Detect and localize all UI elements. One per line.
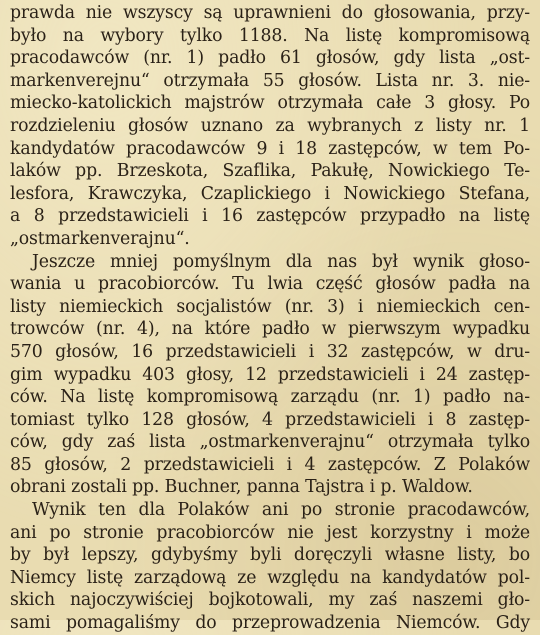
text-line: lesfora, Krawczyka, Czaplickiego i Nowickiego Stefana, (10, 183, 530, 204)
text-line: obrani zostali pp. Buchner, panna Tajstra i p. Waldow. (10, 477, 473, 498)
text-line: pracodawców (nr. 1) padło 61 głosów, gdy lista „ost- (10, 48, 530, 69)
text-line: wania u pracobiorców. Tu lwia część głosów padła na (10, 274, 530, 295)
text-line: rozdzieleniu głosów uznano za wybranych z listy nr. 1 (10, 115, 530, 136)
text-line: Wynik ten dla Polaków ani po stronie pracodawców, (32, 500, 530, 521)
text-line: gim wypadku 403 głosy, 12 przedstawicieli i 24 zastęp- (10, 364, 530, 385)
text-line: kandydatów pracodawców 9 i 18 zastępców, w tem Po- (10, 138, 530, 159)
paragraph-election-employers (10, 2, 530, 251)
text-line: Jeszcze mniej pomyślnym dla nas był wynik głoso- (32, 251, 530, 272)
text-line: było na wybory tylko 1188. Na listę kompromisową (10, 25, 530, 46)
text-line: „ostmarkenverajnu“. (10, 228, 190, 249)
text-line: miecko-katolickich majstrów otrzymała całe 3 głosy. Po (10, 93, 530, 114)
text-line: listy niemieckich socjalistów (nr. 3) i niemieckich cen- (10, 296, 530, 317)
text-line: Niemcy listę zarządową ze względu na kandydatów pol- (10, 567, 530, 588)
text-line: sami pomagaliśmy do przeprowadzenia Niemców. Gdy (10, 613, 530, 634)
text-line: a 8 przedstawicieli i 16 zastępców przypadło na listę (10, 206, 530, 227)
text-line: ców, gdy zaś lista „ostmarkenverajnu“ otrzymała tylko (10, 432, 530, 453)
text-line: by był lepszy, gdybyśmy byli doręczyli własne listy, bo (10, 545, 530, 566)
text-line: markenverejnu“ otrzymała 55 głosów. Lista nr. 3. nie- (10, 70, 530, 91)
paragraph-election-employees (10, 251, 530, 500)
text-line: 85 głosów, 2 przedstawicieli i 4 zastępców. Z Polaków (10, 454, 530, 475)
text-line: trowców (nr. 4), na które padło w pierwszym wypadku (10, 319, 530, 340)
text-line: skich najoczywiściej bojkotowali, my zaś naszemi gło- (10, 590, 530, 611)
text-line: laków pp. Brzeskota, Szaflika, Pakułę, Nowickiego Te- (10, 161, 530, 182)
text-line: prawda nie wszyscy są uprawnieni do głosowania, przy- (10, 3, 530, 23)
paragraph-conclusion (10, 499, 530, 635)
text-line: ców. Na listę kompromisową zarządu (nr. 1) padło na- (10, 387, 530, 408)
text-line: tomiast tylko 128 głosów, 4 przedstawicieli i 8 zastęp- (10, 409, 530, 430)
text-line: 570 głosów, 16 przedstawicieli i 32 zastępców, w dru- (10, 341, 530, 362)
text-line: ani po stronie pracobiorców nie jest korzystny i może (10, 522, 530, 543)
